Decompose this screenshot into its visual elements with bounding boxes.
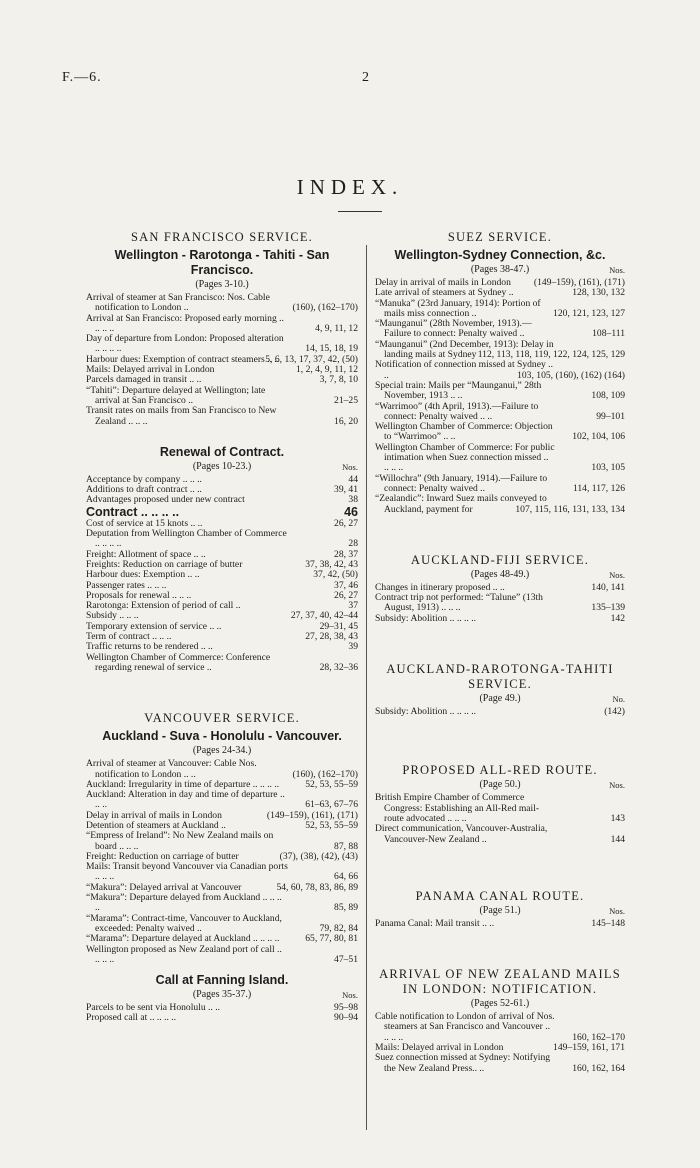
entry-text: Harbour dues: Exemption of contract steamers .. .. — [86, 353, 280, 365]
section-subtitle: Renewal of Contract. — [159, 444, 285, 459]
index-section — [86, 711, 358, 965]
entry-ref: 99–101 — [596, 410, 625, 422]
entry-ref: 102, 104, 106 — [572, 431, 625, 443]
entry-text: Wellington Chamber of Commerce: Objection to “Warrimoo” .. .. — [375, 421, 553, 443]
section-subtitle: Auckland - Suva - Honolulu - Vancouver. — [102, 729, 342, 744]
entry-text: “Manuka” (23rd January, 1914): Portion of mails miss connection .. — [375, 297, 541, 319]
entry-text: Acceptance by company .. .. .. — [86, 473, 202, 485]
entry-ref: 28 — [348, 538, 358, 550]
entry-ref: 52, 53, 55–59 — [305, 819, 358, 831]
index-entry — [375, 494, 625, 515]
entry-ref: 37, 38, 42, 43 — [305, 558, 358, 570]
entry-text: “Willochra” (9th January, 1914).—Failure to connect: Penalty waived .. — [375, 472, 548, 494]
section-pages-line — [86, 989, 358, 1001]
index-entry — [375, 593, 625, 614]
section-pages: (Page 50.) — [479, 779, 521, 791]
entry-ref: (37), (38), (42), (43) — [279, 850, 358, 862]
entry-text: Freight: Allotment of space .. .. — [86, 548, 206, 560]
entry-text: Mails: Delayed arrival in London — [86, 364, 215, 376]
entry-ref: 65, 77, 80, 81 — [305, 933, 358, 945]
section-pages-line — [86, 745, 358, 757]
entry-ref: 87, 88 — [334, 840, 358, 852]
entry-ref: (160), (162–170) — [292, 768, 358, 780]
entry-text: Deputation from Wellington Chamber of Commerce .. .. .. .. — [86, 528, 287, 550]
entry-ref: (149–159), (161), (171) — [533, 277, 625, 288]
entry-text: “Maunganui” (2nd December, 1913): Delay in landing mails at Sydney — [375, 338, 554, 361]
entry-ref: 103, 105 — [591, 462, 625, 474]
entry-ref: 144 — [610, 833, 625, 845]
entry-ref: 29–31, 45 — [319, 620, 358, 632]
entry-ref: 44 — [348, 473, 358, 485]
entry-text: Freights: Reduction on carriage of butter — [86, 558, 243, 570]
index-section — [86, 973, 358, 1024]
page-header-left: F.—6. — [62, 70, 102, 85]
section-pages-line — [375, 998, 625, 1010]
index-entry — [375, 919, 625, 929]
entry-list — [86, 759, 358, 965]
entry-list — [375, 278, 625, 515]
index-entry — [86, 570, 358, 580]
index-entry — [375, 319, 625, 340]
entry-ref: 27, 28, 38, 43 — [305, 631, 358, 643]
section-title: AUCKLAND-FIJI SERVICE. — [410, 552, 590, 567]
section-pages-line — [86, 279, 358, 291]
entry-text: Direct communication, Vancouver-Australia, Vancouver-New Zealand .. — [375, 823, 548, 845]
entry-ref: 1, 2, 4, 9, 11, 12 — [295, 364, 358, 376]
index-section — [375, 889, 625, 929]
entry-ref: 14, 15, 18, 19 — [305, 343, 358, 355]
section-nos-label: Nos. — [609, 569, 625, 580]
entry-ref: (142) — [604, 706, 625, 718]
index-entry — [375, 299, 625, 320]
entry-list — [375, 1012, 625, 1074]
index-section — [86, 230, 358, 427]
entry-text: Parcels damaged in transit .. .. — [86, 374, 202, 386]
index-entry — [86, 406, 358, 427]
entry-ref: 52, 53, 55–59 — [305, 778, 358, 790]
entry-text: Subsidy: Abolition .. .. .. .. — [375, 706, 477, 718]
entry-list — [375, 793, 625, 844]
index-entry — [375, 381, 625, 402]
entry-ref: 27, 37, 40, 42–44 — [290, 610, 358, 622]
section-nos-label: Nos. — [342, 461, 358, 472]
index-section — [375, 967, 625, 1074]
entry-ref: 3, 7, 8, 10 — [319, 374, 358, 386]
section-pages: (Pages 3-10.) — [195, 279, 249, 290]
section-nos-label: No. — [612, 694, 625, 705]
index-entry — [86, 1013, 358, 1023]
index-entry — [86, 653, 358, 674]
index-entry — [86, 831, 358, 852]
entry-list — [86, 475, 358, 673]
section-pages: (Pages 38-47.) — [470, 264, 530, 275]
column-divider — [366, 245, 367, 1130]
entry-text: “Makura”: Delayed arrival at Vancouver — [86, 881, 242, 893]
entry-text: Proposed call at .. .. .. .. — [86, 1012, 177, 1024]
section-title: AUCKLAND-RAROTONGA-TAHITI SERVICE. — [386, 662, 614, 692]
section-pages-line — [375, 264, 625, 276]
entry-ref: 85, 89 — [334, 902, 358, 914]
entry-ref: 26, 27 — [334, 589, 358, 601]
section-title: SUEZ SERVICE. — [447, 230, 553, 244]
section-pages-line — [375, 569, 625, 581]
entry-text: “Empress of Ireland”: No New Zealand mails on board .. .. .. — [86, 830, 274, 852]
entry-text: Auckland: Irregularity in time of departure .. .. .. .. — [86, 778, 280, 790]
section-pages-line — [375, 779, 625, 791]
section-title: PANAMA CANAL ROUTE. — [415, 888, 585, 903]
index-entry — [86, 945, 358, 966]
index-entry — [86, 759, 358, 780]
index-entry — [375, 707, 625, 717]
entry-ref: 149–159, 161, 171 — [553, 1041, 625, 1053]
section-pages-line — [86, 461, 358, 473]
section-title: SAN FRANCISCO SERVICE. — [130, 230, 314, 244]
entry-ref: (149–159), (161), (171) — [266, 809, 358, 821]
entry-text: Contract trip not performed: “Talune” (13th August, 1913) .. .. .. — [375, 592, 543, 614]
entry-ref: 142 — [610, 612, 625, 624]
index-entry — [86, 862, 358, 883]
entry-text: Mails: Transit beyond Vancouver via Canadian ports .. .. .. — [86, 861, 288, 883]
section-pages: (Pages 48-49.) — [470, 568, 530, 580]
entry-text: Special train: Mails per “Maunganui,” 28th November, 1913 .. .. — [375, 379, 542, 402]
section-pages-line — [375, 905, 625, 917]
left-column — [86, 230, 358, 1024]
entry-text: Notification of connection missed at Sydney .. .. — [375, 359, 553, 381]
entry-text: Temporary extension of service .. .. — [86, 620, 222, 632]
entry-ref: 5, 6, 13, 17, 37, 42, (50) — [265, 353, 358, 365]
index-section — [375, 662, 625, 717]
entry-text: Passenger rates .. .. .. — [86, 579, 167, 591]
entry-text: “Makura”: Departure delayed from Auckland .. .. .. .. — [86, 892, 282, 914]
entry-ref: 39, 41 — [334, 484, 358, 496]
index-entry — [86, 386, 358, 407]
entry-text: Delay in arrival of mails in London — [86, 809, 222, 821]
entry-ref: 135–139 — [591, 602, 625, 614]
entry-text: Rarotonga: Extension of period of call .. — [86, 600, 241, 612]
entry-ref: 28, 37 — [334, 548, 358, 560]
entry-list — [375, 707, 625, 717]
entry-text: Term of contract .. .. .. — [86, 631, 172, 643]
entry-text: British Empire Chamber of Commerce Congress: Establishing an All-Red mail-route advocated .. .. .. — [375, 792, 540, 824]
section-title: PROPOSED ALL-RED ROUTE. — [402, 763, 598, 778]
page-number: 2 — [362, 70, 369, 85]
entry-ref: 37 — [348, 600, 358, 612]
index-entry — [86, 914, 358, 935]
entry-text: “Tahiti”: Departure delayed at Wellington; late arrival at San Francisco .. — [86, 384, 266, 406]
section-title: ARRIVAL OF NEW ZEALAND MAILS IN LONDON: NOTIFICATION. — [379, 967, 621, 997]
index-entry — [375, 340, 625, 361]
entry-ref: 112, 113, 118, 119, 122, 124, 125, 129 — [477, 349, 625, 361]
index-entry — [86, 334, 358, 355]
entry-text: “Marama”: Contract-time, Vancouver to Auckland, exceeded: Penalty waived .. — [86, 912, 282, 934]
section-nos-label: Nos. — [342, 990, 358, 1001]
section-pages: (Page 49.) — [479, 693, 521, 705]
entry-ref: 79, 82, 84 — [319, 922, 358, 934]
entry-text: Wellington proposed as New Zealand port of call .. .. .. .. — [86, 943, 282, 965]
index-entry — [375, 824, 625, 845]
entry-ref: 160, 162–170 — [572, 1031, 625, 1043]
entry-text: Wellington Chamber of Commerce: For public intimation when Suez connection missed .. .. .. .. — [375, 441, 555, 474]
entry-ref: 107, 115, 116, 131, 133, 134 — [515, 503, 625, 515]
entry-ref: 46 — [344, 504, 358, 519]
index-entry — [86, 293, 358, 314]
right-column — [375, 230, 625, 1074]
entry-ref: 95–98 — [334, 1002, 358, 1014]
section-pages-line — [375, 693, 625, 705]
entry-text: Late arrival of steamers at Sydney .. — [375, 287, 514, 299]
entry-ref: 47–51 — [334, 953, 358, 965]
entry-text: “Zealandic”: Inward Suez mails conveyed to Auckland, payment for — [375, 493, 547, 515]
entry-ref: (160), (162–170) — [292, 302, 358, 314]
entry-ref: 21–25 — [334, 394, 358, 406]
entry-ref: 145–148 — [591, 917, 625, 929]
index-entry — [86, 529, 358, 550]
entry-text: Freight: Reduction on carriage of butter — [86, 850, 239, 862]
index-entry — [86, 790, 358, 811]
entry-text: Cost of service at 15 knots .. .. — [86, 517, 203, 529]
index-entry — [86, 893, 358, 914]
entry-ref: 140, 141 — [591, 581, 625, 593]
entry-ref: 64, 66 — [334, 871, 358, 883]
entry-text: Proposals for renewal .. .. .. — [86, 589, 192, 601]
entry-text: Additions to draft contract .. .. — [86, 484, 202, 496]
entry-text: Harbour dues: Exemption .. .. — [86, 569, 200, 581]
entry-ref: 16, 20 — [334, 415, 358, 427]
entry-ref: 37, 46 — [334, 579, 358, 591]
entry-ref: 26, 27 — [334, 517, 358, 529]
index-entry — [375, 360, 625, 381]
section-nos-label: Nos. — [609, 780, 625, 791]
entry-text: Arrival of steamer at San Francisco: Nos. Cable notification to London .. — [86, 292, 270, 314]
section-pages: (Pages 24-34.) — [192, 745, 252, 757]
index-entry — [375, 1012, 625, 1043]
entry-text: Transit rates on mails from San Francisco to New Zealand .. .. .. — [86, 405, 277, 427]
section-subtitle: Wellington-Sydney Connection, &c. — [394, 248, 606, 262]
entry-ref: 37, 42, (50) — [313, 569, 358, 581]
entry-ref: 38 — [348, 494, 358, 506]
section-title: VANCOUVER SERVICE. — [144, 711, 300, 726]
index-section — [375, 230, 625, 515]
entry-text: “Marama”: Departure delayed at Auckland .. .. .. .. — [86, 933, 280, 945]
entry-ref: 90–94 — [334, 1012, 358, 1024]
section-pages: (Pages 52-61.) — [470, 998, 530, 1010]
section-pages: (Page 51.) — [479, 904, 521, 916]
entry-text: Cable notification to London of arrival of Nos. steamers at San Francisco and Vancouver .. .. .. .. — [375, 1011, 555, 1043]
entry-list — [86, 1003, 358, 1024]
index-entry — [375, 474, 625, 495]
entry-ref: 120, 121, 123, 127 — [553, 307, 625, 319]
section-subtitle: Wellington - Rarotonga - Tahiti - San Francisco. — [114, 248, 330, 277]
index-entry — [375, 1053, 625, 1074]
entry-text: “Warrimoo” (4th April, 1913).—Failure to connect: Penalty waived .. .. — [375, 400, 539, 422]
entry-list — [375, 583, 625, 624]
entry-text: Arrival of steamer at Vancouver: Cable Nos. notification to London .. .. — [86, 758, 257, 780]
index-section — [375, 763, 625, 844]
entry-text: Changes in itinerary proposed .. .. — [375, 581, 505, 593]
index-entry — [86, 314, 358, 335]
entry-text: Panama Canal: Mail transit .. .. — [375, 917, 495, 929]
entry-list — [86, 293, 358, 427]
index-entry — [375, 402, 625, 423]
section-nos-label: Nos. — [609, 905, 625, 916]
entry-text: Suez connection missed at Sydney: Notifying the New Zealand Press.. .. — [375, 1052, 551, 1074]
index-entry — [375, 614, 625, 624]
entry-list — [375, 919, 625, 929]
title-rule — [338, 211, 382, 212]
index-entry — [375, 422, 625, 443]
entry-text: Subsidy: Abolition .. .. .. .. — [375, 612, 477, 624]
index-title: INDEX. — [296, 175, 404, 199]
index-section — [375, 553, 625, 624]
entry-ref: 61–63, 67–76 — [305, 799, 358, 811]
entry-text: Contract .. .. .. .. — [86, 504, 180, 519]
entry-text: Arrival at San Francisco: Proposed early morning .. .. .. .. — [86, 312, 284, 334]
entry-ref: 108–111 — [592, 328, 625, 340]
entry-text: Day of departure from London: Proposed alteration .. .. .. .. — [86, 333, 284, 355]
entry-ref: 39 — [348, 641, 358, 653]
entry-text: Subsidy .. .. .. — [86, 610, 139, 622]
entry-ref: 114, 117, 126 — [572, 482, 625, 494]
entry-text: Mails: Delayed arrival in London — [375, 1041, 504, 1053]
entry-text: Wellington Chamber of Commerce: Conference regarding renewal of service .. — [86, 651, 271, 673]
entry-text: Delay in arrival of mails in London — [375, 277, 511, 288]
section-nos-label: Nos. — [609, 265, 625, 275]
section-pages: (Pages 10-23.) — [192, 460, 252, 472]
index-entry — [86, 506, 358, 519]
index-entry — [86, 934, 358, 944]
index-entry — [375, 443, 625, 474]
entry-ref: 54, 60, 78, 83, 86, 89 — [276, 881, 358, 893]
entry-ref: 28, 32–36 — [319, 661, 358, 673]
section-subtitle: Call at Fanning Island. — [155, 973, 289, 988]
entry-ref: 108, 109 — [591, 390, 625, 402]
entry-text: Parcels to be sent via Honolulu .. .. — [86, 1002, 221, 1014]
entry-ref: 143 — [610, 812, 625, 824]
section-pages: (Pages 35-37.) — [192, 989, 252, 1001]
entry-ref: 103, 105, (160), (162) (164) — [517, 369, 625, 381]
entry-ref: 4, 9, 11, 12 — [315, 322, 358, 334]
entry-ref: 160, 162, 164 — [572, 1062, 625, 1074]
entry-text: “Maunganui” (28th November, 1913).—Failure to connect: Penalty waived .. — [375, 318, 532, 340]
entry-text: Advantages proposed under new contract — [86, 494, 245, 506]
entry-text: Auckland: Alteration in day and time of departure .. .. .. — [86, 789, 285, 811]
index-entry — [375, 793, 625, 824]
entry-ref: 128, 130, 132 — [572, 287, 625, 299]
index-section — [86, 445, 358, 673]
entry-text: Detention of steamers at Auckland .. — [86, 819, 226, 831]
entry-text: Traffic returns to be rendered .. .. — [86, 641, 213, 653]
